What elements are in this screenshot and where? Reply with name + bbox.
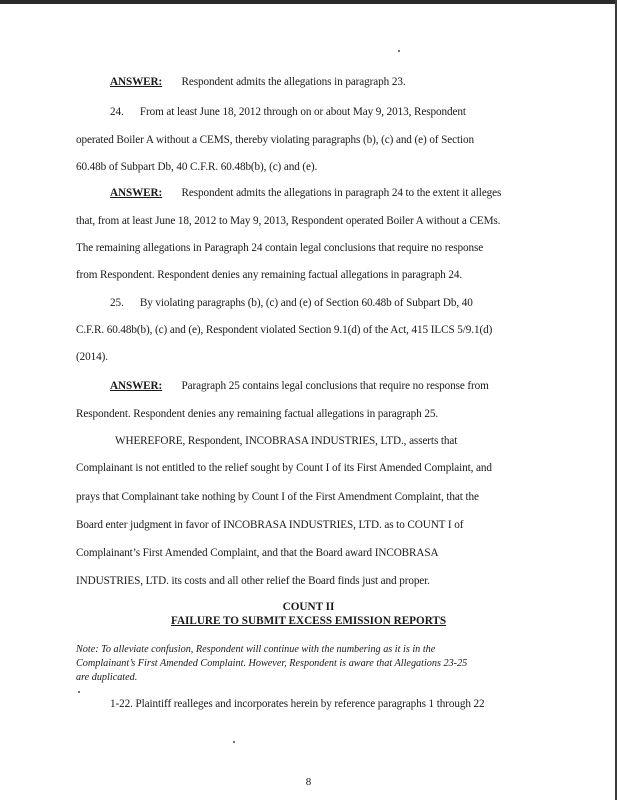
answer-25 [110,379,489,393]
answer-label: ANSWER: [110,76,163,88]
note-line-1: Note: To alleviate confusion, Respondent will continue with the numbering as it is in the [76,644,436,655]
count-subheading [0,614,617,628]
allegation-24-line-2: operated Boiler A without a CEMS, thereby violating paragraphs (b), (c) and (e) of Section [76,134,474,146]
allegation-25-line-1: 25. By violating paragraphs (b), (c) and (e) of Section 60.48b of Subpart Db, 40 [110,297,473,309]
answer-label: ANSWER: [110,187,163,199]
page-number: 8 [305,776,312,788]
answer-23 [110,75,406,89]
answer-24-line-4: from Respondent. Respondent denies any remaining factual allegations in paragraph 24. [76,269,463,281]
realleges-paragraph: 1-22. Plaintiff realleges and incorporates herein by reference paragraphs 1 through 22 [110,698,485,710]
allegation-24-line-1: 24. From at least June 18, 2012 through on or about May 9, 2013, Respondent [110,106,466,118]
allegation-25-line-3: (2014). [76,351,108,363]
answer-24-line-2: that, from at least June 18, 2012 to May 9, 2013, Respondent operated Boiler A without a CEMs. [76,215,501,227]
allegation-25-line-2: C.F.R. 60.48b(b), (c) and (e), Respondent violated Section 9.1(d) of the Act, 415 ILCS 5/9.1(d) [76,324,493,336]
scan-speck [233,741,235,743]
note-line-2: Complainant’s First Amended Complaint. However, Respondent is aware that Allegations 23-25 [76,658,468,669]
wherefore-line-6: INDUSTRIES, LTD. its costs and all other relief the Board finds just and proper. [76,575,430,587]
scan-speck [78,691,80,693]
count-subheading-text: FAILURE TO SUBMIT EXCESS EMISSION REPORTS [170,615,447,627]
answer-25-line-1: Paragraph 25 contains legal conclusions that require no response from [181,380,489,392]
wherefore-line-2: Complainant is not entitled to the relief sought by Count I of its First Amended Complaint, and [76,462,492,474]
answer-24-line-1: Respondent admits the allegations in paragraph 24 to the extent it alleges [181,187,502,199]
answer-24-line-3: The remaining allegations in Paragraph 24 contain legal conclusions that require no response [76,242,484,254]
wherefore-line-1: WHEREFORE, Respondent, INCOBRASA INDUSTRIES, LTD., asserts that [115,435,458,447]
wherefore-line-5: Complainant’s First Amended Complaint, and that the Board award INCOBRASA [76,547,439,559]
scan-top-edge [0,0,617,4]
answer-24 [110,186,501,200]
count-heading: COUNT II [282,601,335,613]
answer-label: ANSWER: [110,380,163,392]
wherefore-line-4: Board enter judgment in favor of INCOBRASA INDUSTRIES, LTD. as to COUNT I of [76,519,464,531]
scan-speck [398,50,400,52]
answer-23-text: Respondent admits the allegations in paragraph 23. [181,76,406,88]
answer-25-line-2: Respondent. Respondent denies any remaining factual allegations in paragraph 25. [76,408,439,420]
note-line-3: are duplicated. [76,672,138,683]
allegation-24-line-3: 60.48b of Subpart Db, 40 C.F.R. 60.48b(b), (c) and (e). [76,161,318,173]
wherefore-line-3: prays that Complainant take nothing by Count I of the First Amendment Complaint, that the [76,491,479,503]
